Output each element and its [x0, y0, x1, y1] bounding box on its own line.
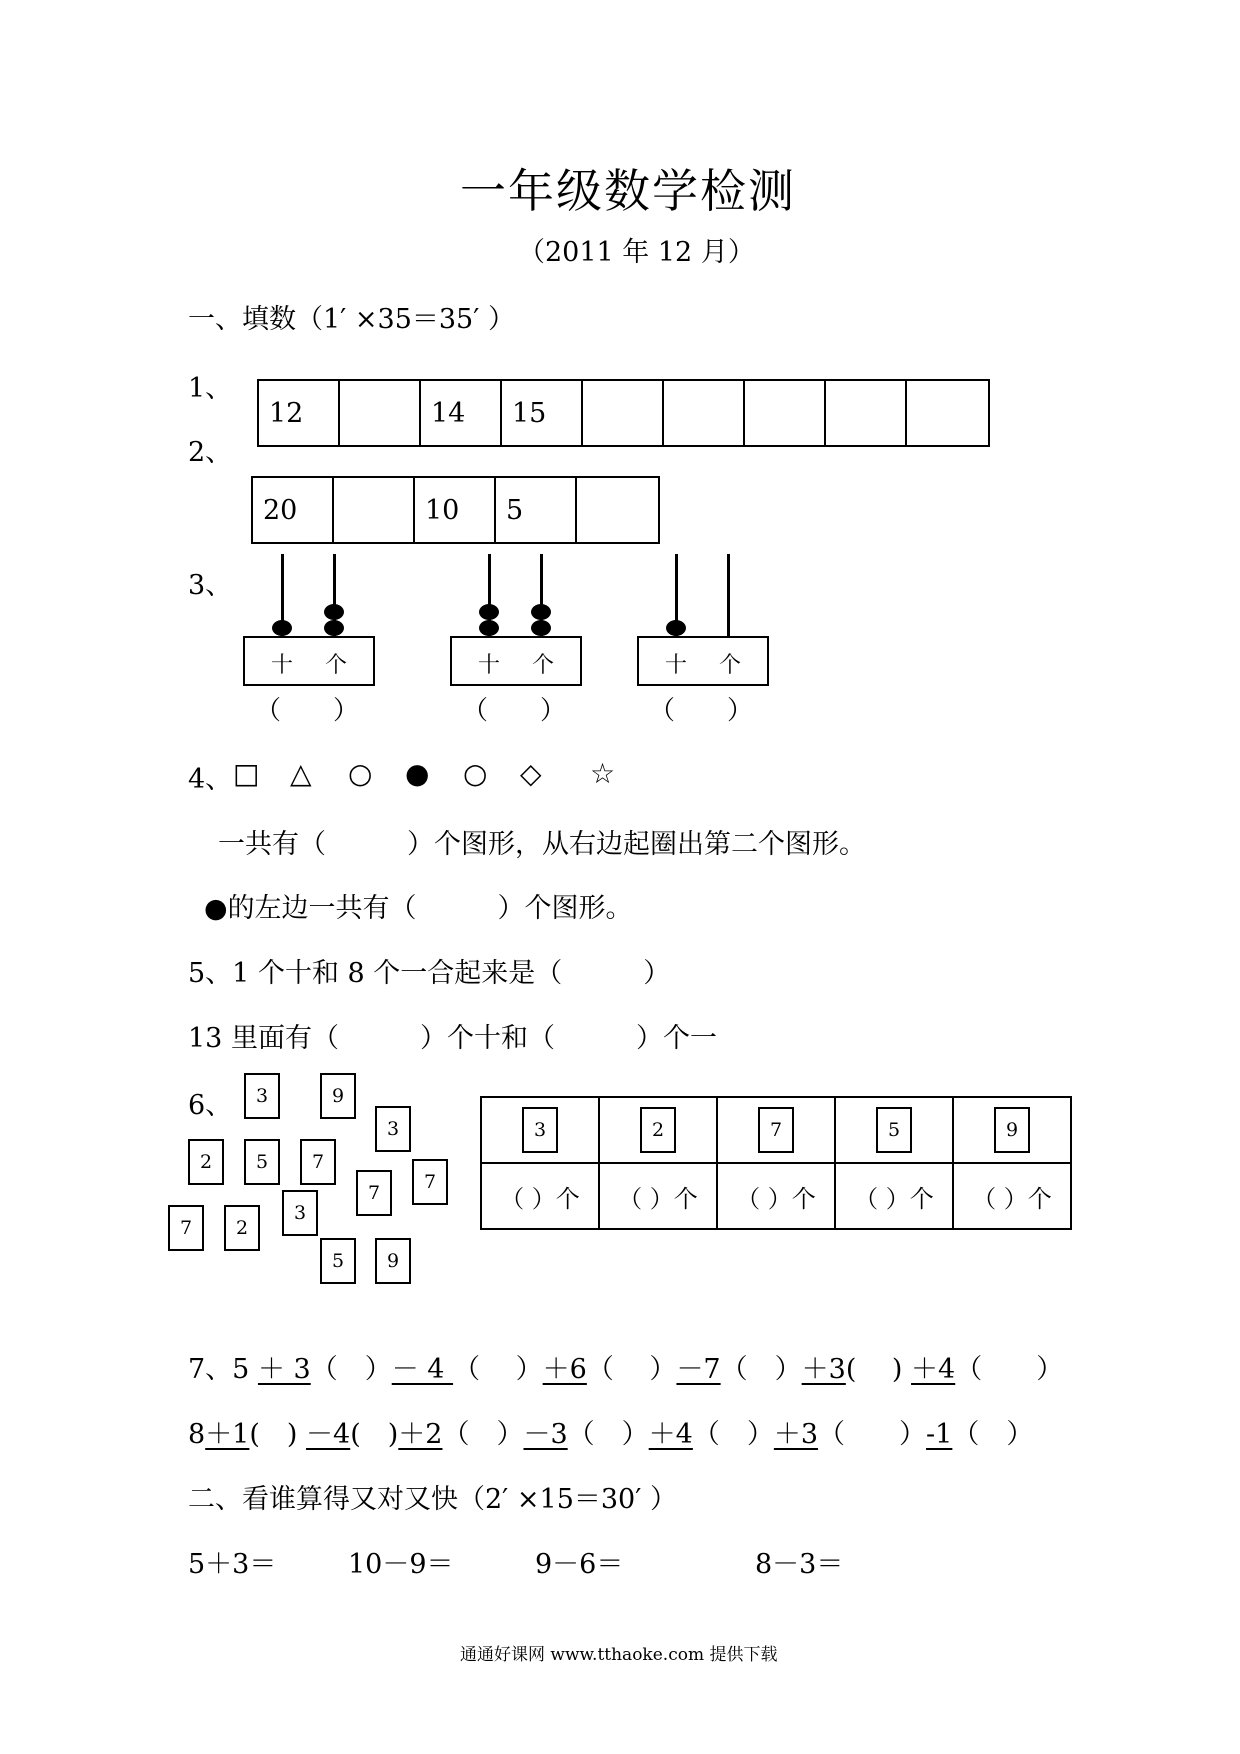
underlined-operation: ＋3	[773, 1419, 819, 1450]
number-card: 2	[188, 1139, 224, 1185]
tally-card-cell	[599, 1097, 717, 1163]
tally-answer-cell: （ ）个	[953, 1163, 1071, 1229]
underlined-operation: -1	[926, 1419, 953, 1450]
answer-blank: （ ）	[586, 1354, 677, 1385]
number-card: 3	[244, 1073, 280, 1119]
tally-card-cell	[953, 1097, 1071, 1163]
answer-blank: （ ）	[955, 1354, 1064, 1385]
underlined-operation: ＋2	[398, 1419, 443, 1450]
answer-blank: （ ）	[310, 1354, 392, 1385]
exam-date: （2011 年 12 月）	[518, 237, 755, 268]
q1-number: 1、	[188, 373, 233, 404]
number-cell	[577, 478, 658, 542]
tally-card-cell	[481, 1097, 599, 1163]
answer-blank: 7、5	[188, 1354, 258, 1385]
q2-number-row	[251, 476, 660, 544]
tally-card-cell	[835, 1097, 953, 1163]
answer-blank: （ ）	[720, 1354, 802, 1385]
number-card: 3	[375, 1106, 411, 1152]
number-cell	[334, 478, 415, 542]
answer-blank: ( )	[845, 1354, 912, 1385]
underlined-operation: － 4	[391, 1354, 454, 1385]
arithmetic-problem: 8－3＝	[755, 1549, 844, 1580]
number-cell	[340, 381, 421, 445]
underlined-operation: ＋4	[648, 1419, 693, 1450]
number-cell: 20	[253, 478, 334, 542]
tens-label: 十	[478, 653, 501, 678]
number-card: 7	[758, 1107, 794, 1153]
ones-bead	[324, 620, 344, 636]
ones-bead	[531, 620, 551, 636]
number-card: 5	[320, 1238, 356, 1284]
answer-blank: （ ）	[818, 1419, 927, 1450]
number-cell: 10	[415, 478, 496, 542]
number-card: 2	[640, 1107, 676, 1153]
number-cell: 12	[259, 381, 340, 445]
q5-line1: 5、1 个十和 8 个一合起来是（ ）	[188, 958, 671, 989]
shape-icon: ○	[463, 757, 488, 790]
answer-blank: 8	[188, 1419, 206, 1450]
number-card: 5	[876, 1107, 912, 1153]
q4-line2: ●的左边一共有（ ）个图形。	[204, 893, 633, 924]
answer-blank: （ ）	[692, 1419, 774, 1450]
q6-number: 6、	[188, 1090, 233, 1121]
tally-card-cell	[717, 1097, 835, 1163]
tens-bead	[272, 620, 292, 636]
q3-number: 3、	[188, 570, 233, 601]
arithmetic-problem: 9－6＝	[535, 1549, 624, 1580]
tens-label: 十	[665, 653, 688, 678]
shape-icon: ○	[348, 757, 373, 790]
arithmetic-problem: 5＋3＝	[188, 1549, 277, 1580]
tens-bead	[666, 620, 686, 636]
number-card: 7	[300, 1139, 336, 1185]
q1-number-row	[257, 379, 990, 447]
q7-row1	[188, 1347, 1063, 1386]
underlined-operation: －4	[306, 1419, 351, 1450]
underlined-operation: ＋3	[801, 1354, 846, 1385]
number-card: 3	[282, 1190, 318, 1236]
number-cell	[664, 381, 745, 445]
shape-icon: ●	[405, 757, 430, 790]
abacus-answer-blank: （ ）	[649, 696, 754, 726]
page-footer: 通通好课网 www.tthaoke.com 提供下载	[460, 1645, 778, 1665]
tally-answer-cell: （ ）个	[717, 1163, 835, 1229]
number-card: 2	[224, 1205, 260, 1251]
answer-blank: ( )	[249, 1419, 307, 1450]
number-card: 7	[412, 1159, 448, 1205]
ones-label: 个	[325, 653, 348, 678]
tens-bead	[479, 620, 499, 636]
number-card: 9	[994, 1107, 1030, 1153]
ones-label: 个	[532, 653, 555, 678]
answer-blank: （ ）	[442, 1419, 524, 1450]
tens-label: 十	[271, 653, 294, 678]
arithmetic-problem: 10－9＝	[348, 1549, 454, 1580]
answer-blank: ( )	[350, 1419, 399, 1450]
abacus-place-box	[637, 636, 769, 686]
number-cell	[583, 381, 664, 445]
number-card: 9	[320, 1073, 356, 1119]
number-cell: 15	[502, 381, 583, 445]
q6-count-table	[480, 1096, 1072, 1230]
underlined-operation: ＋6	[542, 1354, 587, 1385]
abacus-place-box	[243, 636, 375, 686]
tally-answer-cell: （ ）个	[835, 1163, 953, 1229]
section2-heading: 二、看谁算得又对又快（2′ ×15＝30′ ）	[188, 1484, 677, 1515]
number-card: 7	[168, 1205, 204, 1251]
number-card: 5	[244, 1139, 280, 1185]
number-cell: 14	[421, 381, 502, 445]
answer-blank: （ ）	[567, 1419, 649, 1450]
shape-icon: ☆	[590, 757, 616, 790]
tally-answer-cell: （ ）个	[481, 1163, 599, 1229]
number-card: 9	[375, 1238, 411, 1284]
page-title: 一年级数学检测	[460, 164, 796, 218]
section1-heading: 一、填数（1′ ×35＝35′ ）	[188, 304, 515, 335]
number-cell	[745, 381, 826, 445]
shape-icon: ◇	[520, 757, 542, 790]
number-cell: 5	[496, 478, 577, 542]
q2-number: 2、	[188, 437, 233, 468]
q4-number: 4、	[188, 764, 233, 795]
abacus-answer-blank: （ ）	[255, 696, 360, 726]
shape-icon: □	[233, 757, 260, 790]
abacus-answer-blank: （ ）	[462, 696, 567, 726]
ones-label: 个	[719, 653, 742, 678]
underlined-operation: ＋4	[911, 1354, 956, 1385]
q4-line1: 一共有（ ）个图形，从右边起圈出第二个图形。	[218, 829, 866, 860]
underlined-operation: ＋1	[205, 1419, 250, 1450]
q7-row2	[188, 1412, 1033, 1451]
q5-line2: 13 里面有（ ）个十和（ ）个一	[188, 1023, 717, 1054]
filled-circle-icon: ●	[204, 893, 228, 924]
underlined-operation: －3	[523, 1419, 568, 1450]
ones-bead	[324, 604, 344, 620]
number-card: 7	[356, 1170, 392, 1216]
underlined-operation: －7	[676, 1354, 721, 1385]
answer-blank: （ ）	[952, 1419, 1034, 1450]
answer-blank: （ ）	[453, 1354, 543, 1385]
ones-rod	[727, 554, 730, 637]
number-cell	[826, 381, 907, 445]
abacus-place-box	[450, 636, 582, 686]
shape-icon: △	[290, 757, 312, 790]
number-cell	[907, 381, 988, 445]
underlined-operation: ＋ 3	[257, 1354, 311, 1385]
number-card: 3	[522, 1107, 558, 1153]
tens-bead	[479, 604, 499, 620]
tally-answer-cell: （ ）个	[599, 1163, 717, 1229]
ones-bead	[531, 604, 551, 620]
